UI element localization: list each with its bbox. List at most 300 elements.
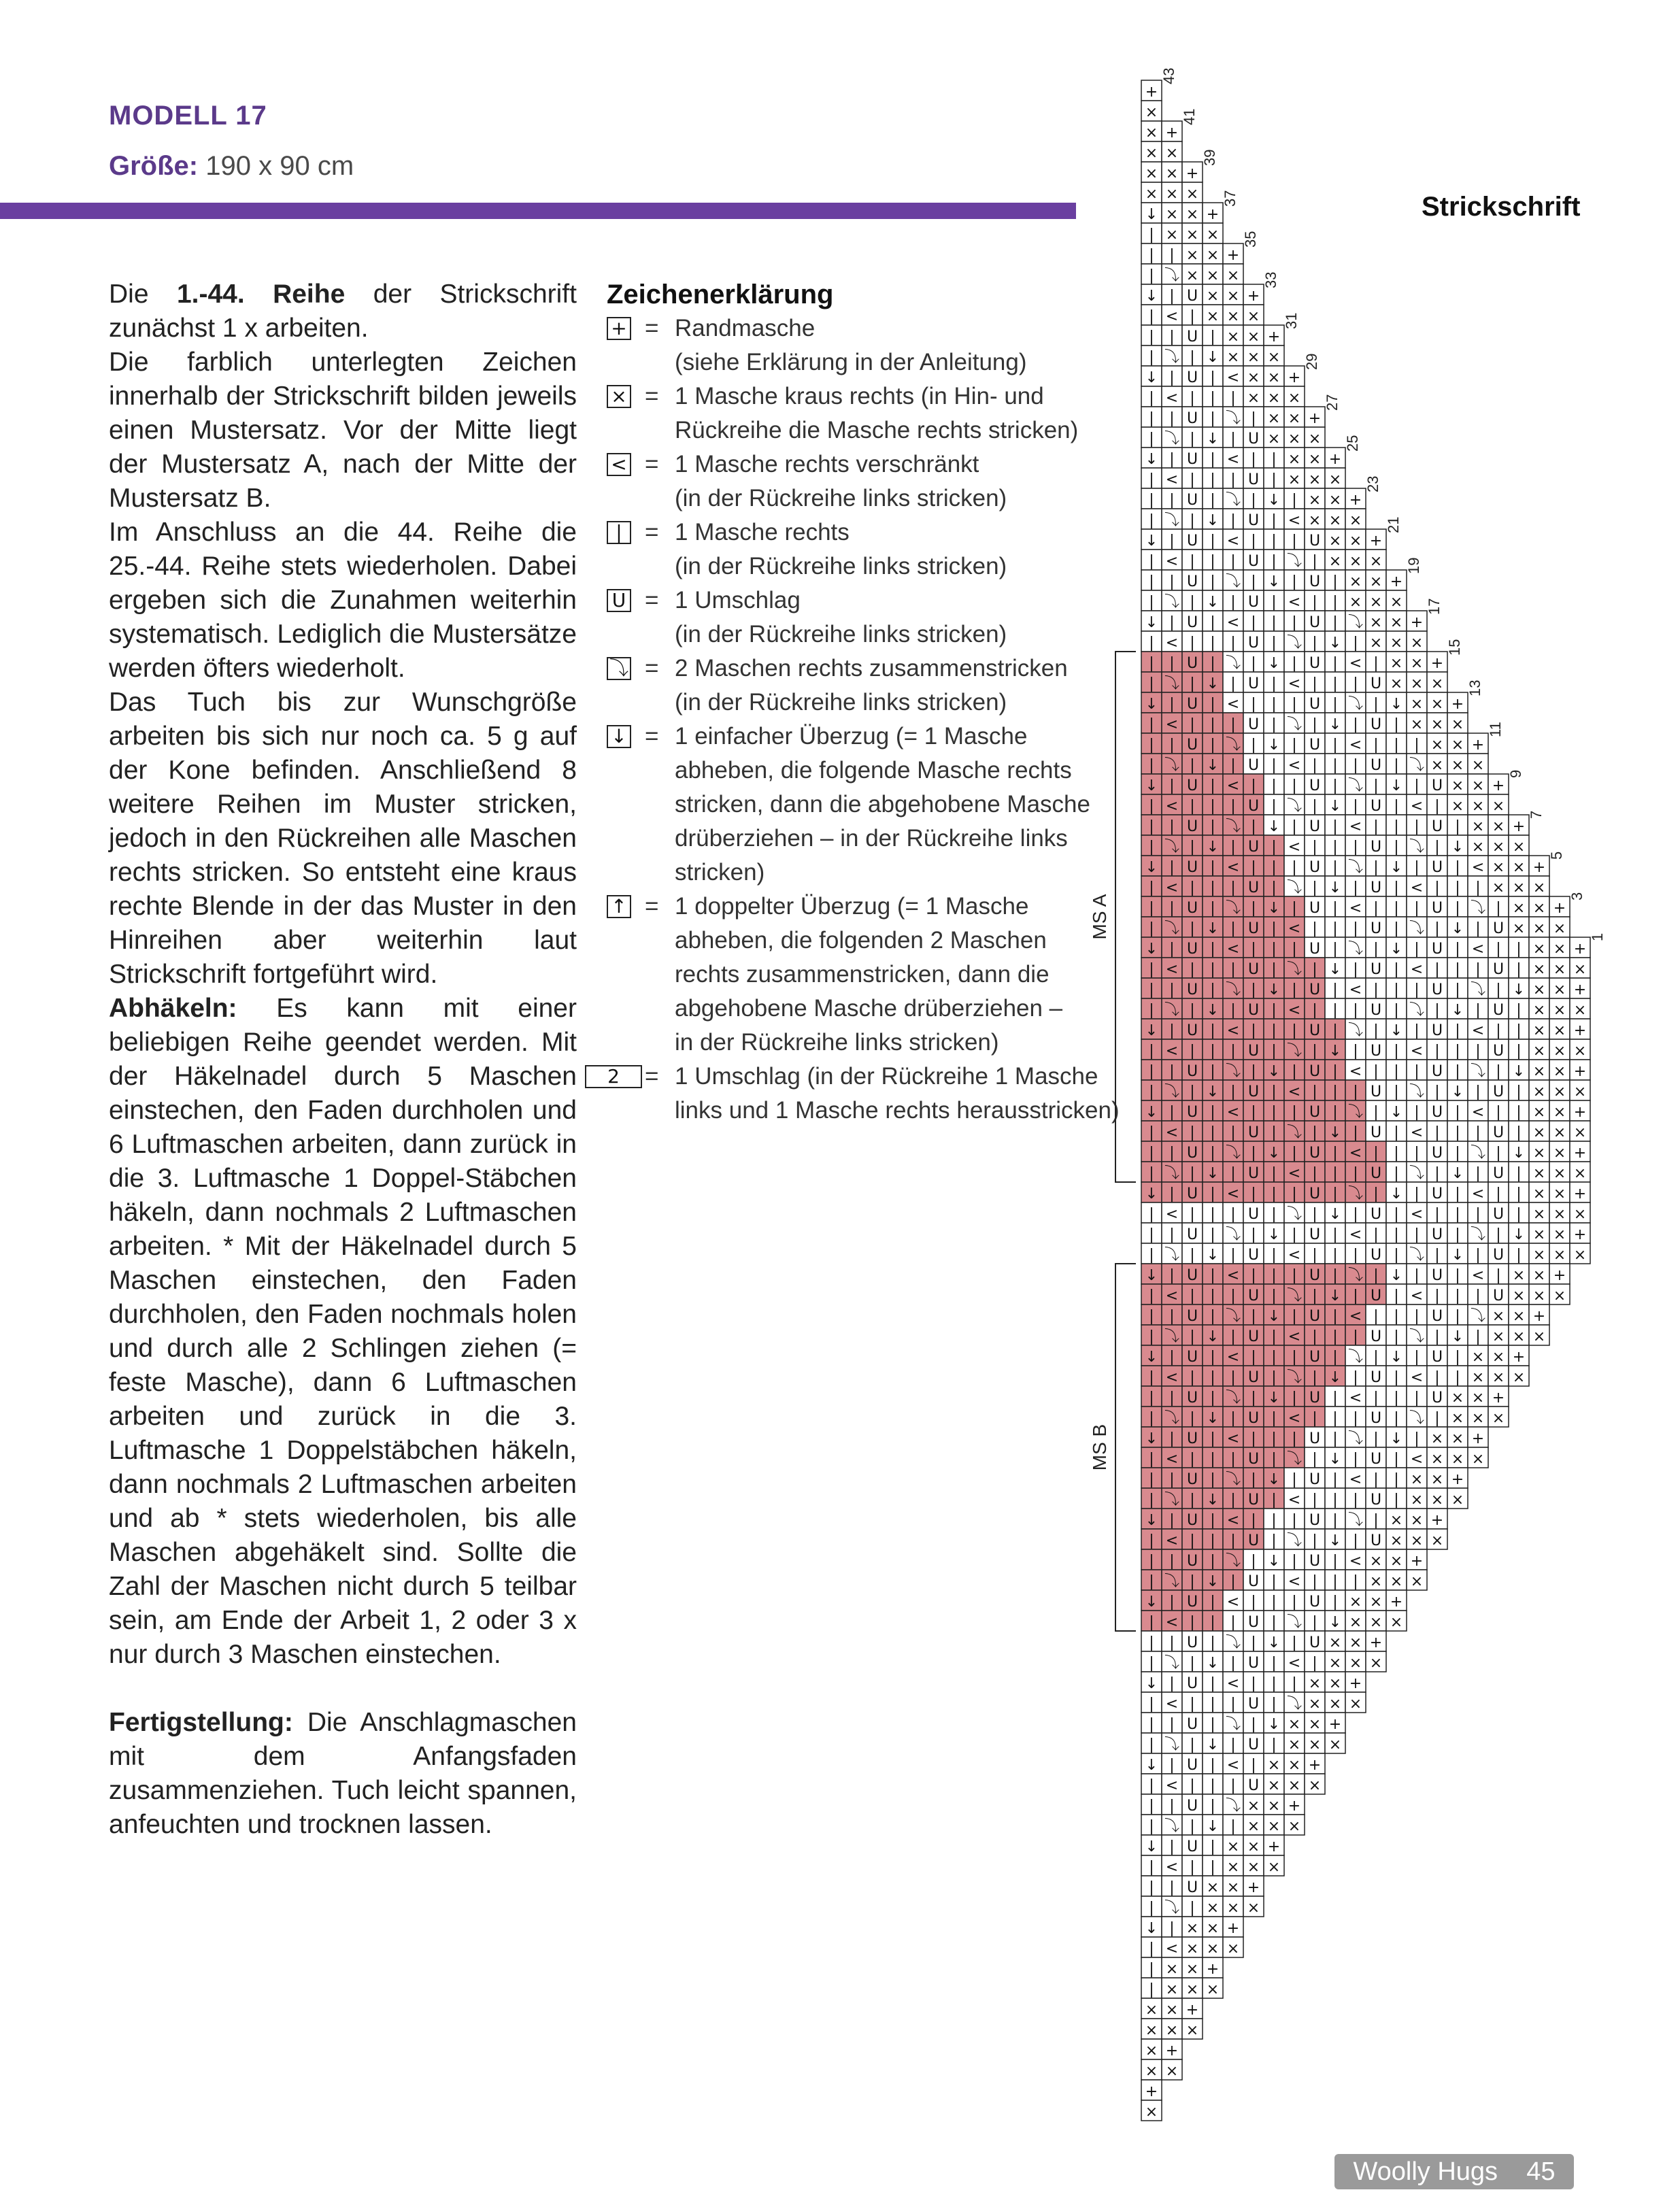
chart-symbol: + [1573,1226,1587,1243]
chart-symbol: | [1230,675,1236,692]
chart-symbol: | [1230,390,1236,407]
chart-symbol: + [1512,818,1526,835]
chart-symbol: × [1288,1736,1301,1753]
chart-symbol: × [1349,594,1362,611]
chart-symbol: | [1210,961,1215,978]
chart-symbol: ↓ [1390,1104,1403,1121]
chart-symbol: | [1455,818,1460,835]
chart-symbol: U [1370,1206,1382,1223]
chart-symbol: U [1247,1083,1260,1100]
chart-symbol: + [1390,1594,1403,1611]
chart-symbol: | [1373,1022,1379,1039]
chart-symbol: | [1251,1104,1256,1121]
chart-symbol: × [1573,1002,1587,1019]
chart-symbol: | [1190,1655,1195,1672]
chart-symbol: × [1430,1430,1444,1447]
chart-symbol: × [1328,553,1342,570]
chart-symbol: ↓ [1145,533,1158,550]
chart-symbol: | [1373,1430,1379,1447]
ms-a-label: MS A [1089,894,1110,940]
chart-symbol: U [1247,431,1260,448]
chart-symbol: | [1190,1165,1195,1182]
chart-symbol: | [1271,471,1277,488]
chart-symbol: | [1394,1226,1399,1243]
chart-symbol: | [1169,410,1175,427]
chart-symbol: ⤵ [1164,267,1180,284]
chart-symbol: ⤵ [1225,410,1241,427]
chart-symbol: | [1496,1104,1501,1121]
chart-symbol: | [1373,1104,1379,1121]
chart-symbol: U [1309,1594,1321,1611]
chart-symbol: | [1332,594,1338,611]
chart-symbol: ⤵ [1225,1634,1241,1651]
chart-symbol: ↓ [1390,696,1403,713]
chart-symbol: | [1251,1594,1256,1611]
chart-symbol: × [1349,1614,1362,1631]
chart-symbol: | [1149,1287,1154,1305]
chart-symbol: ⤵ [1225,1390,1241,1407]
chart-symbol: < [1288,1083,1301,1100]
chart-symbol: | [1332,655,1338,672]
chart-symbol: | [1332,675,1338,692]
legend-line: links und 1 Masche rechts herausstricken) [675,1097,1120,1124]
chart-symbol: | [1210,1104,1215,1121]
chart-symbol: × [1451,1410,1464,1427]
chart-symbol: × [1308,431,1322,448]
chart-symbol: < [1410,1043,1424,1060]
chart-symbol: < [1226,777,1240,794]
chart-symbol: | [1190,757,1195,774]
chart-symbol: × [1512,1267,1526,1284]
chart-symbol: | [1271,1002,1277,1019]
chart-symbol: | [1271,1022,1277,1039]
chart-symbol: | [1496,1226,1501,1243]
chart-symbol: ⤵ [1225,1226,1241,1243]
chart-symbol: × [1308,471,1322,488]
chart-symbol: | [1210,451,1215,468]
chart-symbol: ↓ [1145,1104,1158,1121]
chart-symbol: × [1369,594,1383,611]
chart-symbol: U [1431,818,1443,835]
chart-symbol: | [1292,1063,1297,1080]
chart-symbol: ↓ [1267,1308,1281,1325]
legend-item [607,584,1124,652]
chart-symbol: | [1271,1104,1277,1121]
chart-symbol: U [1309,573,1321,590]
chart-symbol: U [1247,716,1260,733]
chart-symbol: | [1210,492,1215,509]
chart-symbol: ↓ [1451,920,1464,937]
chart-symbol: U [1186,859,1198,876]
chart-symbol: ↓ [1267,818,1281,835]
chart-symbol: | [1394,839,1399,856]
chart-symbol: | [1230,879,1236,896]
chart-symbol: × [1328,471,1342,488]
chart-symbol: ↓ [1206,920,1220,937]
chart-symbol: | [1190,594,1195,611]
chart-symbol: | [1353,1328,1358,1345]
chart-symbol: × [1206,247,1220,264]
chart-symbol: | [1149,1002,1154,1019]
chart-symbol: | [1312,1614,1317,1631]
chart-symbol: U [1431,1390,1443,1407]
chart-symbol: | [1210,1451,1215,1468]
chart-symbol: × [1532,941,1546,958]
chart-symbol: × [1451,1451,1464,1468]
chart-symbol: | [1149,1369,1154,1386]
chart-symbol: | [1332,1349,1338,1366]
chart-symbol: | [1190,512,1195,529]
chart-symbol: × [1267,410,1281,427]
chart-symbol: | [1332,1145,1338,1162]
chart-symbol: | [1271,1083,1277,1100]
chart-symbol: ⤵ [1286,798,1303,815]
chart-symbol: U [1492,961,1505,978]
chart-symbol: < [1410,798,1424,815]
chart-symbol: U [1309,1063,1321,1080]
chart-symbol: ↓ [1390,777,1403,794]
chart-symbol: U [1186,1145,1198,1162]
chart-symbol: | [1210,1716,1215,1733]
chart-symbol: × [1288,451,1301,468]
row-number: 25 [1344,435,1361,452]
chart-symbol: | [1434,798,1440,815]
chart-symbol: | [1332,1063,1338,1080]
chart-symbol: U [1309,1430,1321,1447]
k2tog-icon: ⤵ [607,657,631,680]
chart-symbol: × [1328,1634,1342,1651]
chart-symbol: U [1370,716,1382,733]
chart-symbol: × [1165,226,1179,243]
chart-symbol: + [1206,1961,1220,1978]
chart-symbol: | [1210,1594,1215,1611]
chart-symbol: × [1553,1063,1566,1080]
chart-symbol: × [1410,1573,1424,1590]
chart-symbol: | [1332,1022,1338,1039]
chart-symbol: < [1165,1369,1179,1386]
chart-symbol: | [1292,1594,1297,1611]
chart-symbol: | [1353,675,1358,692]
chart-symbol: ↓ [1267,1226,1281,1243]
chart-symbol: < [1349,1308,1362,1325]
chart-symbol: | [1251,1553,1256,1570]
chart-symbol: | [1210,1471,1215,1488]
chart-symbol: | [1516,1165,1522,1182]
chart-symbol: | [1149,1451,1154,1468]
chart-symbol: + [1532,1308,1546,1325]
chart-symbol: | [1149,512,1154,529]
chart-symbol: × [1165,165,1179,182]
chart-symbol: × [1532,879,1546,896]
chart-symbol: | [1210,777,1215,794]
chart-symbol: × [1492,1410,1505,1427]
chart-symbol: × [1451,798,1464,815]
chart-symbol: × [1492,1369,1505,1386]
chart-symbol: | [1332,1308,1338,1325]
chart-symbol: | [1230,1083,1236,1100]
legend-line: 1 Umschlag (in der Rückreihe 1 Masche [675,1063,1098,1090]
chart-symbol: | [1190,1369,1195,1386]
chart-symbol: U [1247,1206,1260,1223]
chart-symbol: | [1210,553,1215,570]
chart-symbol: | [1414,981,1419,998]
chart-symbol: × [1553,1104,1566,1121]
chart-symbol: | [1312,594,1317,611]
chart-symbol: | [1169,492,1175,509]
chart-symbol: ↓ [1206,512,1220,529]
chart-symbol: | [1251,573,1256,590]
chart-symbol: < [1410,1206,1424,1223]
chart-symbol: × [1267,1777,1281,1794]
chart-symbol: | [1394,1145,1399,1162]
chart-symbol: × [1451,777,1464,794]
chart-symbol: | [1149,879,1154,896]
chart-symbol: | [1251,1716,1256,1733]
chart-symbol: + [1328,451,1342,468]
chart-symbol: | [1434,1124,1440,1141]
chart-symbol: ⤵ [1225,900,1241,917]
chart-symbol: | [1190,798,1195,815]
chart-symbol: < [1288,594,1301,611]
chart-symbol: | [1414,900,1419,917]
chart-symbol: < [1288,1655,1301,1672]
chart-symbol: < [1349,1471,1362,1488]
chart-symbol: ↓ [1267,1553,1281,1570]
chart-symbol: | [1312,757,1317,774]
chart-symbol: U [1186,1757,1198,1774]
legend-line: stricken) [675,859,765,886]
legend [607,277,1124,1128]
chart-symbol: | [1373,1349,1379,1366]
chart-symbol: + [1308,410,1322,427]
chart-symbol: + [1492,1390,1505,1407]
chart-symbol: × [1512,900,1526,917]
chart-symbol: | [1271,1736,1277,1753]
plus-icon: + [607,317,631,340]
chart-symbol: | [1210,1287,1215,1305]
chart-symbol: U [1247,1777,1260,1794]
chart-symbol: < [1410,1451,1424,1468]
chart-symbol: | [1230,594,1236,611]
chart-symbol: | [1271,1206,1277,1223]
chart-symbol: | [1169,614,1175,631]
chart-symbol: ⤵ [1347,1185,1364,1202]
chart-symbol: × [1288,1777,1301,1794]
chart-symbol: U [1247,553,1260,570]
chart-symbol: | [1190,1083,1195,1100]
chart-symbol: + [1206,206,1220,223]
chart-symbol: | [1190,961,1195,978]
chart-symbol: × [1308,1736,1322,1753]
instruction-paragraph-6 [109,1706,577,1842]
chart-symbol: | [1230,1328,1236,1345]
chart-symbol: | [1353,1532,1358,1549]
chart-symbol: × [1532,1226,1546,1243]
chart-symbol: + [1369,1634,1383,1651]
chart-symbol: | [1394,1451,1399,1468]
chart-symbol: ↓ [1145,1594,1158,1611]
chart-symbol: | [1394,757,1399,774]
chart-symbol: + [1369,533,1383,550]
chart-symbol: U [1431,1267,1443,1284]
chart-symbol: U [1309,1104,1321,1121]
legend-item [607,720,1124,890]
chart-symbol: < [1226,1022,1240,1039]
chart-symbol: × [1410,675,1424,692]
chart-symbol: | [1292,573,1297,590]
chart-symbol: + [1247,288,1260,305]
chart-symbol: × [1308,1777,1322,1794]
chart-symbol: U [1186,1349,1198,1366]
chart-symbol: | [1394,1247,1399,1264]
chart-symbol: | [1475,1002,1481,1019]
chart-symbol: | [1394,737,1399,754]
chart-symbol: < [1410,1124,1424,1141]
chart-symbol: ⤵ [1286,1043,1303,1060]
chart-symbol: | [1169,247,1175,264]
chart-symbol: U [1186,614,1198,631]
chart-symbol: × [1390,1573,1403,1590]
chart-symbol: × [1349,1655,1362,1672]
chart-symbol: < [1226,1675,1240,1692]
chart-symbol: U [1492,1206,1505,1223]
chart-symbol: × [1267,1798,1281,1815]
chart-symbol: U [1370,1287,1382,1305]
chart-symbol: ↓ [1267,737,1281,754]
chart-symbol: U [1431,1308,1443,1325]
chart-symbol: × [1247,1900,1260,1917]
chart-symbol: × [1410,1471,1424,1488]
chart-symbol: ⤵ [1470,1063,1486,1080]
row-number: 19 [1405,557,1422,574]
chart-symbol: × [1226,1879,1240,1896]
chart-symbol: × [1553,1247,1566,1264]
chart-symbol: U [1186,941,1198,958]
chart-symbol: < [1165,1614,1179,1631]
legend-item [607,1060,1124,1128]
chart-symbol: | [1312,1206,1317,1223]
chart-symbol: | [1394,961,1399,978]
chart-symbol: U [1247,757,1260,774]
chart-symbol: | [1149,410,1154,427]
chart-symbol: ⤵ [1225,1553,1241,1570]
row-number: 43 [1160,67,1177,84]
chart-symbol: | [1353,961,1358,978]
chart-symbol: | [1190,1532,1195,1549]
chart-symbol: ↓ [1328,798,1342,815]
chart-symbol: U [1492,1247,1505,1264]
chart-symbol: × [1492,1328,1505,1345]
chart-symbol: < [1349,981,1362,998]
chart-symbol: < [1288,675,1301,692]
chart-symbol: | [1434,879,1440,896]
chart-symbol: U [1186,1430,1198,1447]
chart-symbol: | [1516,1002,1522,1019]
chart-symbol: | [1292,1553,1297,1570]
chart-symbol: | [1271,961,1277,978]
chart-symbol: | [1394,981,1399,998]
chart-symbol: U [1247,1492,1260,1509]
chart-symbol: | [1271,716,1277,733]
chart-symbol: < [1288,512,1301,529]
chart-symbol: ↓ [1328,879,1342,896]
chart-symbol: × [1226,1940,1240,1957]
fertigstellung-text: Die Anschlagmaschen mit dem Anfangsfaden zusammenziehen. Tuch leicht spannen, anfeuchten und trocknen lassen. [109,1708,577,1839]
chart-symbol: × [1186,1961,1199,1978]
chart-symbol: < [1226,859,1240,876]
chart-symbol: | [1230,512,1236,529]
chart-symbol: < [1226,941,1240,958]
chart-symbol: U [1186,818,1198,835]
chart-symbol: ↓ [1328,1369,1342,1386]
chart-symbol: × [1328,1655,1342,1672]
chart-symbol: × [1430,716,1444,733]
chart-symbol: + [1471,1430,1485,1447]
chart-symbol: × [1267,431,1281,448]
chart-symbol: U [1370,1451,1382,1468]
chart-symbol: | [1149,329,1154,346]
chart-symbol: | [1210,798,1215,815]
instruction-paragraph-1 [109,277,577,346]
chart-symbol: × [1532,961,1546,978]
chart-symbol: < [1410,879,1424,896]
chart-symbol: + [1573,1104,1587,1121]
chart-symbol: + [1186,165,1199,182]
chart-symbol: ⤵ [1347,1022,1364,1039]
chart-symbol: ⤵ [1409,1083,1425,1100]
chart-symbol: U [1247,1573,1260,1590]
chart-symbol: ↓ [1451,1165,1464,1182]
chart-symbol: | [1190,1777,1195,1794]
chart-symbol: | [1251,777,1256,794]
chart-symbol: | [1394,920,1399,937]
chart-symbol: | [1332,839,1338,856]
chart-symbol: | [1394,900,1399,917]
chart-symbol: | [1149,900,1154,917]
chart-symbol: × [1553,1145,1566,1162]
chart-symbol: | [1210,614,1215,631]
chart-symbol: | [1475,1206,1481,1223]
chart-symbol: | [1210,635,1215,652]
chart-symbol: ⤵ [1347,696,1364,713]
chart-symbol: ↓ [1267,1471,1281,1488]
chart-symbol: | [1353,1369,1358,1386]
size-label: Größe: [109,151,199,181]
chart-symbol: < [1288,1410,1301,1427]
chart-symbol: × [1451,1430,1464,1447]
chart-symbol: | [1149,839,1154,856]
chart-symbol: ↓ [1145,614,1158,631]
chart-symbol: ⤵ [1225,655,1241,672]
chart-symbol: × [1553,1022,1566,1039]
chart-symbol: × [1328,533,1342,550]
chart-symbol: | [1394,1471,1399,1488]
chart-symbol: | [1230,757,1236,774]
chart-symbol: | [1353,1002,1358,1019]
chart-symbol: | [1169,1716,1175,1733]
chart-symbol: + [1328,1716,1342,1733]
chart-symbol: ↓ [1206,1655,1220,1672]
chart-symbol: ⤵ [1225,1063,1241,1080]
legend-line: (in der Rückreihe links stricken) [675,689,1007,716]
chart-symbol: | [1414,1430,1419,1447]
chart-symbol: | [1149,1063,1154,1080]
chart-symbol: U [1186,1798,1198,1815]
chart-symbol: | [1149,1736,1154,1753]
chart-symbol: < [1165,1124,1179,1141]
chart-symbol: | [1271,879,1277,896]
legend-line: drüberziehen – in der Rückreihe links [675,825,1068,852]
